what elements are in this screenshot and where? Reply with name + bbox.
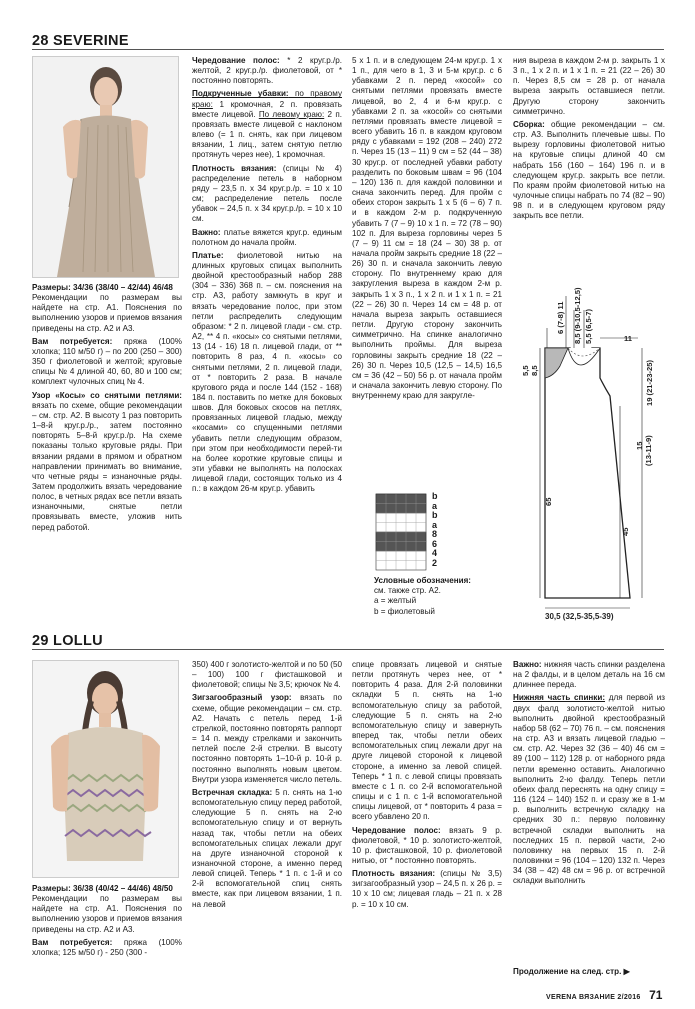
row-label: 6 <box>432 538 438 549</box>
materials-label: Вам потребуется: <box>32 937 113 947</box>
materials-label: Вам потребуется: <box>32 336 113 346</box>
cable-pattern-text: вязать по схеме, общие рекомендации – см. стр. А2. В высоту 1 раз повторить 1–8-й круг.р./р., затем постоянно повторять 5–8-й круг.р./р. На схеме показаны только круговые ряды. При вязании рядами в прямом и обратном направлении принимать во внимание, что четные ряды = изнаночные ряды. Затем продолжить вязать чередование полос, в четных рядах все петли вязать изнаночными, снятые петли провязывать вместе, уложив нить перед работой. <box>32 400 182 532</box>
cable-pattern-label: Узор «Косы» со снятыми петлями: <box>32 390 182 400</box>
stripes-text: вязать 9 р. фиолетовой, * 10 р. золотисто-желтой, 10 р. фисташковой, 10 р. фиолетовой нитью, от * постоянно повторять. <box>352 825 502 865</box>
model-photo-lollu <box>32 660 179 878</box>
decrease-left-label: По левому краю: <box>258 109 325 119</box>
legend-b: b = фиолетовый <box>374 606 435 616</box>
important-label: Важно: <box>513 660 542 669</box>
chart-grid <box>374 492 464 572</box>
chart-row-labels <box>432 492 438 568</box>
decrease-paragraph <box>192 89 342 160</box>
zigzag-text: вязать по схеме, общие рекомендации – см. стр. А2. Начать с петель перед 1-й стрелкой, постоянно повторять раппорт = 14 п. между стрелками и закончить петлей после 2-й стрелки. В высоту постоянно повторять 1–10-й р. 10-й р. постоянно выполнять новым цветом. Внутри узора изменяется число петель. <box>192 693 342 784</box>
divider <box>32 649 664 650</box>
severine-column-4 <box>513 56 665 225</box>
magazine-name: VERENA ВЯЗАНИЕ 2/2016 <box>546 994 641 1001</box>
important-text: нижняя часть спинки разделена на 2 фалды, и в целом деталь на 16 см длиннее переда. <box>513 660 665 690</box>
page-footer <box>546 986 662 1004</box>
gauge-label: Плотность вязания: <box>192 163 277 173</box>
stripes-label: Чередование полос: <box>192 56 280 65</box>
continue-text: Продолжение на след. стр. <box>513 967 622 976</box>
row-label: a <box>432 519 438 530</box>
chart-legend <box>374 576 514 617</box>
back-text: для первой из двух фалд золотисто-желтой нитью выполнить двойной крестообразный набор 58 (62 – 70) 76 п. – см. пояснения на стр. А3 и вязать лицевой гладью – см. стр. А2. Через 32 (36 – 40) 46 см = 89 (100 – 112) 128 р. от наборного ряда петли временно оставить. Аналогично выполнить 2-ю фалду. Теперь петли обеих фалд переснять на одну спицу = 116 (124 – 140) 152 п. и сразу же в 1-м р. выполнить встречную складку на средних 30 п.: первую половинку встречной складки выполнить на последних 15 п. первой части, 2-ю половинку на первых 15 п. 2-й половинки = 96 (104 – 120) 132 п. Через 34 (38 – 42) 48 см = 96 р. от встречной складки выполнить <box>513 693 665 886</box>
important-text: платье вяжется круг.р. единым полотном до начала пройм. <box>192 227 342 247</box>
stripes-paragraph <box>352 826 502 867</box>
important-paragraph <box>192 228 342 248</box>
dim-width-11: 11 <box>624 334 633 343</box>
dim-top2: 8,5 (9-10,5-12,5) <box>573 287 582 344</box>
dim-sh1: 5,5 <box>521 365 530 376</box>
page-number: 71 <box>649 988 663 1002</box>
lollu-column-3 <box>352 660 502 913</box>
garment-schematic <box>510 286 670 646</box>
row-label: 2 <box>432 557 438 568</box>
sizes-text: Рекомендации по размерам вы найдете на стр. А1. Пояснения по выполнению узоров и приемов вязания приведены на стр. А2 и А3. <box>32 894 182 934</box>
back-paragraph <box>513 693 665 886</box>
top-illustration <box>33 661 178 877</box>
zigzag-label: Зигзагообразный узор: <box>192 693 292 703</box>
continued-text: 5 х 1 п. и в следующем 24-м круг.р. 1 х 1 п., для чего в 1, 3 и 5-м круг.р. с 6 убавками 2 п. перед «косой» со снятыми петлями провязать вместе лицевой, во 2, 4 и 6-м круг.р. с убавками 2 п. за «косой» со снятыми петлями провязать вместе лицевой = всего убавить 16 п. в каждом круговом ряду с убавками = 192 (208 – 240) 272 п. Через 15 (13 – 11) 9 см = 52 (44 – 38) 30 круг.р. от последней убавки работу разделить по боковым швам = 96 (104 – 120) 136 п. для каждой половинки и снача закончить перед. Для пройм с обеих сторон закрыть 1 х 5 (6 – 6) 7 п. и в каждом 2-м р. подкрученную убавить 7 (7 – 9) 10 х 1 п. = 72 (78 – 90) 102 п. Для выреза горловины через 5 (7 – 9) 11 см = 18 (24 – 30) 38 р. от начала пройм закрыть средние 18 (22 – 26) 30 п. и сначала закончить левую сторону. По внутреннему краю для закругления выреза в каждом 2-м р. закрыть 1 х 3 п., 1 х 2 п. и 1 х 1 п. = 21 (22 – 26) 30 п. Через 14 см = 48 р. от начала выреза закрыть оставшиеся петли. Другую сторону закончить симметрично. На спинке аналогично выполнить проймы. Для выреза горловины закрыть средние 18 (22 – 26) 30 п. Через 10,5 (12,5 – 14,5) 16,5 см = 36 (42 – 50) 56 р. от начала пройм и сначала закончить левую сторону. По внутреннему краю для закругле- <box>352 56 502 401</box>
pattern-title-lollu: 29 LOLLU <box>32 633 103 649</box>
lollu-column-4 <box>513 660 665 889</box>
sizes-label: Размеры <box>32 884 69 893</box>
lollu-column-2 <box>192 660 342 913</box>
sizes-value: : 36/38 (40/42 – 44/46) 48/50 <box>68 884 173 893</box>
sizes-label: Размеры <box>32 283 69 292</box>
pattern-title-severine: 28 SEVERINE <box>32 33 129 49</box>
important-label: Важно: <box>192 227 221 237</box>
dim-height-45: 45 <box>621 527 630 536</box>
decrease-right-text: 1 кромочная, 2 п. провязать вместе лицевой. <box>192 99 342 119</box>
gauge-paragraph <box>352 869 502 910</box>
cable-pattern-paragraph <box>32 391 182 533</box>
fold-continued: спице провязать лицевой и снятые петли протянуть через нее, от * повторить 4 раза. Для 2-й половинки складки 5 п. снять на 1-ю вспомогательную спицу за работой, следующие 5 п. снять на 2-ю вспомогательную спицу и завернуть вперед так, чтобы петли обеих вспомогательных спиц лежали друг на друге лицевой стороной к лицевой стороне, а именно за левой спицей. Теперь * 1 п. с левой спицы провязать вместе с 1 п. со 2-й вспомогательной спицы и с 1 п. с 1-й вспомогательной спицы лицевой, от * повторить 4 раза = всего убавлено 20 п. <box>352 660 502 822</box>
dim-sh2: 8,5 <box>530 365 539 376</box>
assembly-text: общие рекомендации – см. стр. А3. Выполнить плечевые швы. По вырезу горловины фиолетовой нитью на круговые спицы длиной 40 см набрать 156 (160 – 164) 196 п. и в следующем круг.р. закрыть все петли. По краям пройм фиолетовой нитью на чулочные спицы набрать по 74 (82 – 90) 98 п. и в следующем круговом ряду закрыть все петли. <box>513 119 665 221</box>
continue-note <box>513 966 630 976</box>
sizes-paragraph <box>32 283 182 334</box>
dim-top1: 6 (7-8) 11 <box>556 301 565 334</box>
materials-continued: 350) 400 г золотисто-желтой и по 50 (50 – 100) 100 г фисташковой и фиолетовой; спицы № 3,5; крючок № 4. <box>192 660 342 690</box>
fold-paragraph <box>192 788 342 910</box>
dim-bottom: 30,5 (32,5-35,5-39) <box>545 612 614 621</box>
severine-column-1 <box>32 283 182 536</box>
row-label: b <box>432 510 438 520</box>
gauge-text: (спицы № 4) распределение петель в наборном ряду – 23,5 п. х 34 круг.р./р. = 10 х 10 см; распределение петель после убавок – 24,5 п. х 34 круг.р./р. = 10 х 10 см. <box>192 163 342 224</box>
back-label: Нижняя часть спинки: <box>513 693 606 703</box>
decrease-left-text: 2 п. провязать вместе лицевой с наклоном влево (= 1 п. снять, как при лицевом вязании, 1 лиц., затем снятую петлю протянуть через нее), 1 кромочная. <box>192 109 342 160</box>
materials-paragraph <box>32 337 182 388</box>
fold-text: 5 п. снять на 1-ю вспомогательную спицу перед работой, следующие 5 п. снять на 2-ю вспомогательную спицу и от вернуть назад так, чтобы петли на обеих вспомогательных спицах лежали друг на друге изнаночной стороной к изнаночной стороне, а именно перед левой спицей. Теперь * 1 п. с 1-й и со 2-й вспомогательной спиц снять вместе, как при лицевом вязании, 1 п. на левой <box>192 787 342 909</box>
fold-label: Встречная складка: <box>192 787 273 797</box>
materials-paragraph <box>32 938 182 958</box>
row-label: 4 <box>432 548 438 558</box>
dim-armhole: 19 (21-23-25) <box>645 359 654 406</box>
decrease-label: Подкрученные убавки: <box>192 89 289 99</box>
row-label: a <box>432 500 438 511</box>
stripes-label: Чередование полос: <box>352 825 441 835</box>
sizes-text: Рекомендации по размерам вы найдете на стр. А1. Пояснения по выполнению узоров и приемов вязания приведены на стр. А2 и А3. <box>32 293 182 333</box>
row-label: b <box>432 491 438 501</box>
important-paragraph <box>513 660 665 690</box>
arrow-right-icon: ▶ <box>623 967 630 976</box>
stripes-paragraph <box>192 56 342 86</box>
dress-text: фиолетовой нитью на длинных круговых спицах выполнить двойной крестообразный набор 288 (304 – 336) 368 п. – см. пояснения на стр. А3, работу замкнуть в круг и вязать чередование полос, при этом петли распределить следующим образом: * 2 п. лицевой глади - см. стр. А2, ** 4 п. «косы» со снятыми петлями, 13 (14 - 16) 18 п. лицевой глади, от ** повторить 8 раз, 4 п. «косы» со снятыми петлями, 2 п. лицевой глади, от * повторить 2 раза. В начале кругового ряда и после 144 (152 - 168) 184 п. поставить по метке для боковых швов. Для боковых скосов на петлях, провязанных лицевой гладью, между «косами» со спущенными петлями убавить петли следующим образом, при этом при необходимости перей-ти на более короткие круговые спицы и эти убавки не выполнять на полосках лицевой глади, состоящих только из 4 п.: в каждом 26-м круг.р. убавить <box>192 250 342 494</box>
neckline-continued: ния выреза в каждом 2-м р. закрыть 1 х 3 п., 1 х 2 п. и 1 х 1 п. = 21 (22 – 26) 30 п. Через 8,5 см = 28 р. от начала выреза закрыть оставшиеся петли. Другую сторону закончить симметрично. <box>513 56 665 116</box>
materials-text: пряжа (100% хлопка; 110 м/50 г) – по 200 (250 – 300) 350 г фиолетовой и желтой; круговые спицы № 4 длиной 40, 60, 80 и 100 см; комплект чулочных спиц № 4. <box>32 336 182 387</box>
materials-text: пряжа (100% хлопка; 125 м/50 г) - 250 (300 - <box>32 937 182 957</box>
sizes-paragraph <box>32 884 182 935</box>
dim-top3: 5,5 (6,5-7) <box>584 308 593 344</box>
assembly-label: Сборка: <box>513 119 545 129</box>
schematic-drawing <box>510 286 670 646</box>
legend-title: Условные обозначения: <box>374 576 472 585</box>
row-label: 8 <box>432 529 438 539</box>
dim-length: 65 <box>544 497 553 506</box>
gauge-text: (спицы № 3,5) зигзагообразный узор – 24,5 п. х 26 р. = 10 х 10 см; лицевая гладь – 21 п. х 28 р. = 10 х 10 см. <box>352 869 502 909</box>
dress-label: Платье: <box>192 250 224 260</box>
gauge-label: Плотность вязания: <box>352 869 436 879</box>
legend-reference: см. также стр. А2. <box>374 586 441 596</box>
zigzag-paragraph <box>192 693 342 784</box>
dim-side: 15 <box>635 441 644 450</box>
dim-side-sizes: (13-11-9) <box>644 435 653 466</box>
assembly-paragraph <box>513 120 665 222</box>
dress-illustration <box>33 57 178 277</box>
sizes-value: : 34/36 (38/40 – 42/44) 46/48 <box>68 283 173 292</box>
legend-a: a = желтый <box>374 596 417 606</box>
severine-column-3 <box>352 56 502 404</box>
model-photo-severine <box>32 56 179 278</box>
stitch-chart <box>374 492 464 572</box>
divider <box>32 49 664 50</box>
severine-column-2 <box>192 56 342 498</box>
lollu-column-1 <box>32 884 182 961</box>
stripes-text: * 2 круг.р./р. желтой, 2 круг.р./р. фиолетовой, от * постоянно повторять. <box>192 56 343 86</box>
dress-paragraph <box>192 251 342 495</box>
gauge-paragraph <box>192 164 342 225</box>
decrease-right-label: по правому краю: <box>192 89 342 109</box>
